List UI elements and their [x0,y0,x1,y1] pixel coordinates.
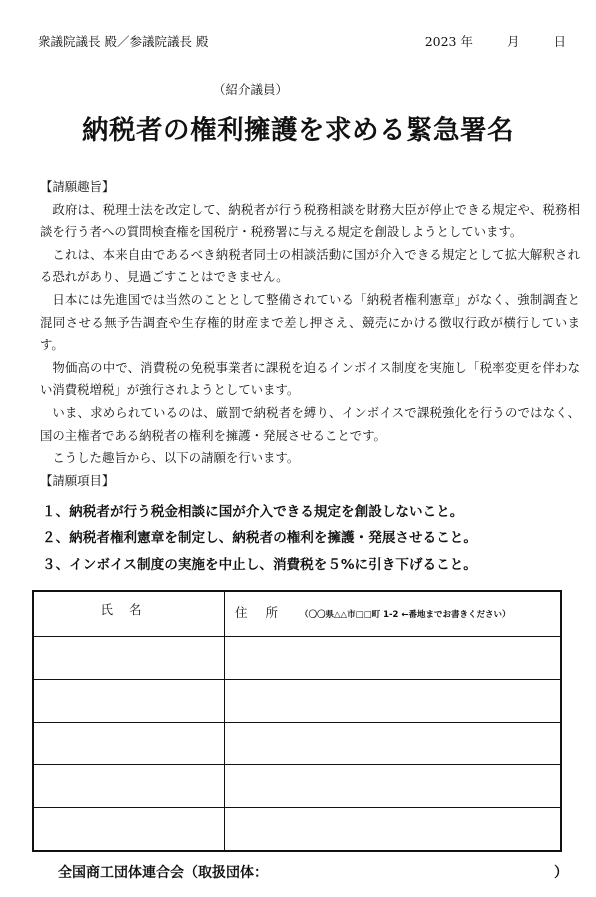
address-cell[interactable] [225,808,561,851]
name-header-label: 氏名 [100,602,158,617]
purpose-paragraph: これは、本来自由であるべき納税者同士の相談活動に国が介入できる規定として拡大解釈される恐れがあり、見過ごすことはできません。 [40,246,580,285]
signature-row [34,808,561,851]
petition-purpose-section [40,176,580,492]
address-cell[interactable] [225,679,561,722]
petition-item: １、納税者が行う税金相談に国が介入できる規定を創設しないこと。 [42,504,464,520]
organization-name: 全国商工団体連合会（取扱団体： [58,865,268,881]
name-cell[interactable] [34,808,225,851]
addressee: 衆議院議長 殿／参議院議長 殿 [38,34,209,49]
signature-row [34,637,561,680]
purpose-paragraph: こうした趣旨から、以下の請願を行います。 [52,450,300,466]
name-column-header [34,592,225,637]
petition-item: ３、インボイス制度の実施を中止し、消費税を５%に引き下げること。 [42,556,477,573]
signature-table [32,590,562,852]
document-header [38,32,566,50]
address-cell[interactable] [225,722,561,765]
organization-close-paren: ） [554,865,568,881]
name-cell[interactable] [34,679,225,722]
signature-table-header [34,592,561,637]
purpose-paragraph: 政府は、税理士法を改定して、納税者が行う税務相談を財務大臣が停止できる規定や、税務相談を行う者への質問検査権を国税庁・税務署に与える規定を創設しようとしています。 [40,201,580,240]
signature-row [34,722,561,765]
page-title: 納税者の権利擁護を求める緊急署名 [82,115,514,146]
purpose-paragraph: 日本には先進国では当然のこととして整備されている「納税者権利憲章」がなく、強制調査と混同させる無予告調査や生存権的財産まで差し押さえ、競売にかける徴収行政が横行しています。 [40,291,580,353]
address-instruction: （〇〇県△△市□□町 1-2 ←番地までお書きください） [300,610,511,620]
petition-purpose-heading: 【請願趣旨】 [40,179,115,194]
petition-item: ２、納税者権利憲章を制定し、納税者の権利を擁護・発展させること。 [42,530,477,547]
address-column-header [225,592,561,637]
name-cell[interactable] [34,722,225,765]
signature-row [34,679,561,722]
purpose-paragraph: 物価高の中で、消費税の免税事業者に課税を迫るインボイス制度を実施し「税率変更を伴わない消費税増税」が強行されようとしています。 [40,359,580,398]
petition-items-heading: 【請願項目】 [40,472,115,488]
address-cell[interactable] [225,637,561,680]
name-cell[interactable] [34,765,225,808]
date-day: 日 [553,34,566,49]
date-line [425,32,566,50]
petition-items-list [42,499,590,578]
date-year: 2023 年 [424,34,473,49]
handling-organization [58,862,568,882]
address-header-label: 住所 [235,605,297,620]
introducer-label: （紹介議員） [213,82,289,97]
purpose-paragraph: いま、求められているのは、厳罰で納税者を縛り、インボイスで課税強化を行うのではなく、国の主権者である納税者の権利を擁護・発展させることです。 [40,404,580,443]
name-cell[interactable] [34,637,225,680]
address-cell[interactable] [225,765,561,808]
date-month: 月 [506,34,520,49]
signature-row [34,765,561,808]
